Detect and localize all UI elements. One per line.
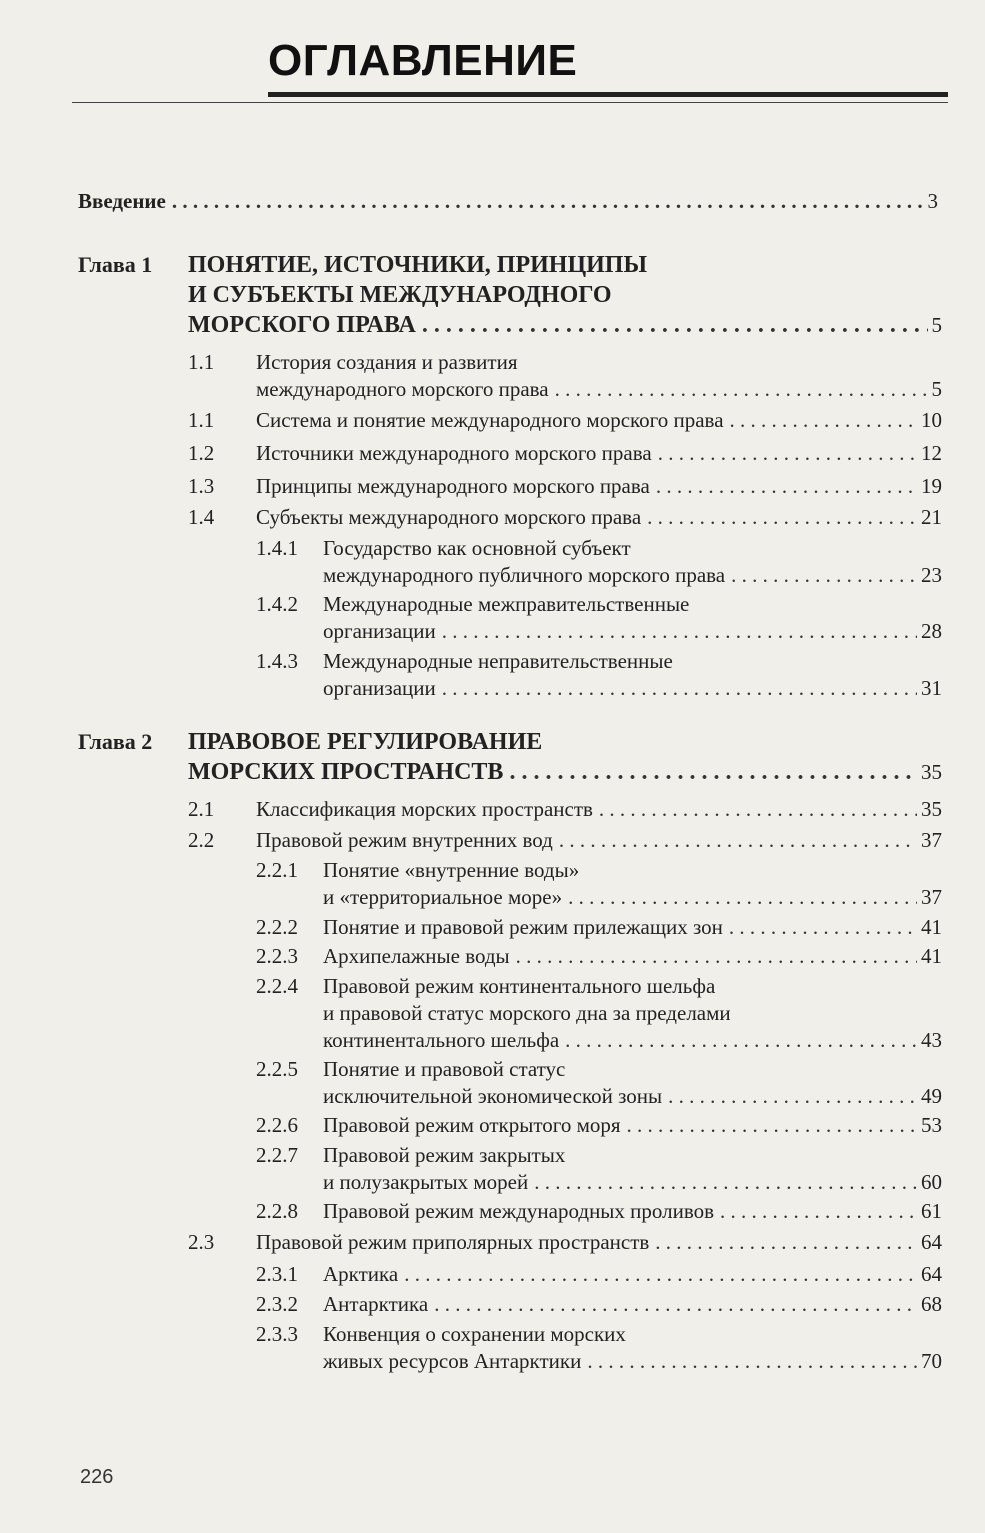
leader-dots	[568, 883, 917, 911]
page-title: ОГЛАВЛЕНИЕ	[268, 36, 578, 85]
entry-number: 2.2.5	[256, 1057, 298, 1081]
entry-number: 2.3	[188, 1230, 215, 1254]
leader-dots	[442, 674, 917, 702]
entry-title-line: Субъекты международного морского права	[256, 505, 642, 529]
entry-title-line: Правовой режим внутренних вод	[256, 828, 553, 852]
leader-dots	[587, 1347, 917, 1375]
entry-page: 49	[921, 1084, 942, 1108]
entry-title-line: и «территориальное море»	[323, 885, 563, 909]
entry-title-line: Государство как основной субъект	[323, 536, 631, 560]
entry-page: 21	[921, 505, 942, 529]
entry-page: 5	[931, 377, 942, 401]
leader-dots	[534, 1168, 917, 1196]
entry-page: 37	[921, 828, 942, 852]
leader-dots	[599, 795, 917, 823]
entry-title-line: организации	[323, 619, 436, 643]
chapter-title-line: ПОНЯТИЕ, ИСТОЧНИКИ, ПРИНЦИПЫ	[188, 252, 648, 278]
toc-entry-row[interactable]	[323, 617, 942, 645]
entry-title-line: Правовой режим международных проливов	[323, 1199, 715, 1223]
chapter-title-line: МОРСКИХ ПРОСТРАНСТВ	[188, 759, 504, 785]
entry-title-line: Понятие и правовой режим прилежащих зон	[323, 915, 723, 939]
toc-entry-row[interactable]	[323, 883, 942, 911]
toc-entry-row[interactable]	[323, 942, 942, 970]
entry-page: 28	[921, 619, 942, 643]
leader-dots	[656, 472, 917, 500]
entry-page: 41	[921, 944, 942, 968]
leader-dots	[516, 942, 917, 970]
leader-dots	[729, 913, 917, 941]
toc-entry-row[interactable]	[323, 1168, 942, 1196]
toc-entry-row[interactable]	[256, 406, 942, 434]
entry-number: 2.2.6	[256, 1113, 298, 1137]
entry-number: 2.3.3	[256, 1322, 298, 1346]
entry-number: 1.4.3	[256, 649, 298, 673]
title-divider	[72, 102, 948, 103]
entry-title-line: Принципы международного морского права	[256, 474, 650, 498]
leader-dots	[730, 406, 917, 434]
toc-entry-row[interactable]	[323, 1290, 942, 1318]
toc-entry-row[interactable]	[323, 1026, 942, 1054]
leader-dots	[555, 375, 928, 403]
toc-entry-row[interactable]	[256, 503, 942, 531]
entry-title-line: Конвенция о сохранении морских	[323, 1322, 626, 1346]
toc-entry-row[interactable]	[323, 674, 942, 702]
entry-title-line: Арктика	[323, 1262, 399, 1286]
entry-page: 60	[921, 1170, 942, 1194]
leader-dots	[658, 439, 917, 467]
entry-title-line: Правовой режим закрытых	[323, 1143, 566, 1167]
entry-page: 64	[921, 1262, 942, 1286]
entry-title-line: Правовой режим открытого моря	[323, 1113, 621, 1137]
chapter-label: Глава 2	[78, 729, 153, 754]
toc-entry-row[interactable]	[323, 1111, 942, 1139]
entry-page: 23	[921, 563, 942, 587]
entry-title-line: Правовой режим континентального шельфа	[323, 974, 716, 998]
toc-entry-row[interactable]	[323, 1260, 942, 1288]
chapter-title-line: МОРСКОГО ПРАВА	[188, 312, 416, 338]
leader-dots	[422, 310, 928, 340]
entry-number: 2.1	[188, 797, 215, 821]
chapter-label: Глава 1	[78, 252, 153, 277]
entry-number: 2.2.8	[256, 1199, 298, 1223]
chapter-title-row[interactable]	[188, 757, 942, 787]
entry-number: 2.2.3	[256, 944, 298, 968]
entry-number: 1.1	[188, 350, 215, 374]
entry-title-line: международного публичного морского права	[323, 563, 726, 587]
entry-title-line: Архипелажные воды	[323, 944, 510, 968]
entry-number: 2.2.7	[256, 1143, 298, 1167]
entry-title-line: организации	[323, 676, 436, 700]
entry-number: 1.4.2	[256, 592, 298, 616]
toc-intro-label: Введение	[78, 189, 166, 213]
entry-page: 68	[921, 1292, 942, 1316]
entry-title-line: Система и понятие международного морского права	[256, 408, 724, 432]
entry-page: 41	[921, 915, 942, 939]
entry-title-line: и полузакрытых морей	[323, 1170, 529, 1194]
entry-page: 10	[921, 408, 942, 432]
toc-entry-row[interactable]	[256, 795, 942, 823]
entry-number: 1.3	[188, 474, 215, 498]
entry-title-line: Классификация морских пространств	[256, 797, 593, 821]
entry-page: 31	[921, 676, 942, 700]
leader-dots	[655, 1228, 917, 1256]
entry-page: 19	[921, 474, 942, 498]
entry-page: 37	[921, 885, 942, 909]
entry-title-line: исключительной экономической зоны	[323, 1084, 663, 1108]
entry-page: 12	[921, 441, 942, 465]
entry-page: 64	[921, 1230, 942, 1254]
leader-dots	[559, 826, 917, 854]
toc-entry-row[interactable]	[323, 1197, 942, 1225]
entry-number: 2.3.2	[256, 1292, 298, 1316]
toc-entry-row[interactable]	[323, 561, 942, 589]
entry-number: 2.2	[188, 828, 215, 852]
toc-entry-row[interactable]	[256, 472, 942, 500]
leader-dots	[731, 561, 917, 589]
leader-dots	[172, 187, 924, 215]
entry-number: 2.2.4	[256, 974, 298, 998]
title-underline	[268, 92, 948, 97]
entry-title-line: Понятие и правовой статус	[323, 1057, 566, 1081]
leader-dots	[404, 1260, 917, 1288]
entry-title-line: Правовой режим приполярных пространств	[256, 1230, 650, 1254]
leader-dots	[627, 1111, 917, 1139]
chapter-page: 35	[921, 760, 942, 784]
chapter-title-row[interactable]	[188, 310, 942, 340]
entry-title-line: континентального шельфа	[323, 1028, 560, 1052]
entry-number: 1.4.1	[256, 536, 298, 560]
entry-title-line: международного морского права	[256, 377, 549, 401]
leader-dots	[565, 1026, 917, 1054]
leader-dots	[434, 1290, 917, 1318]
toc-entry-row[interactable]	[256, 1228, 942, 1256]
leader-dots	[647, 503, 917, 531]
entry-title-line: Международные неправительственные	[323, 649, 673, 673]
entry-page: 35	[921, 797, 942, 821]
page-number: 226	[80, 1466, 114, 1488]
chapter-page: 5	[931, 313, 942, 337]
toc-entry-row[interactable]	[323, 913, 942, 941]
toc-entry-row[interactable]	[323, 1082, 942, 1110]
entry-title-line: Антарктика	[323, 1292, 429, 1316]
entry-number: 2.2.1	[256, 858, 298, 882]
toc-entry-row[interactable]	[256, 826, 942, 854]
leader-dots	[668, 1082, 917, 1110]
leader-dots	[509, 757, 917, 787]
leader-dots	[442, 617, 917, 645]
entry-number: 2.3.1	[256, 1262, 298, 1286]
entry-number: 1.1	[188, 408, 215, 432]
entry-title-line: живых ресурсов Антарктики	[323, 1349, 582, 1373]
entry-title-line: Источники международного морского права	[256, 441, 652, 465]
entry-number: 1.4	[188, 505, 215, 529]
toc-entry-row[interactable]	[256, 439, 942, 467]
entry-title-line: и правовой статус морского дна за пределами	[323, 1001, 731, 1025]
chapter-title-line: И СУБЪЕКТЫ МЕЖДУНАРОДНОГО	[188, 282, 612, 308]
entry-number: 2.2.2	[256, 915, 298, 939]
entry-title-line: Понятие «внутренние воды»	[323, 858, 580, 882]
entry-title-line: Международные межправительственные	[323, 592, 690, 616]
entry-number: 1.2	[188, 441, 215, 465]
toc-entry-row[interactable]	[256, 375, 942, 403]
entry-page: 43	[921, 1028, 942, 1052]
toc-intro[interactable]	[78, 187, 938, 215]
entry-page: 70	[921, 1349, 942, 1373]
entry-title-line: История создания и развития	[256, 350, 518, 374]
entry-page: 61	[921, 1199, 942, 1223]
chapter-title-line: ПРАВОВОЕ РЕГУЛИРОВАНИЕ	[188, 729, 543, 755]
entry-page: 53	[921, 1113, 942, 1137]
toc-intro-page: 3	[927, 189, 938, 213]
leader-dots	[720, 1197, 917, 1225]
toc-entry-row[interactable]	[323, 1347, 942, 1375]
